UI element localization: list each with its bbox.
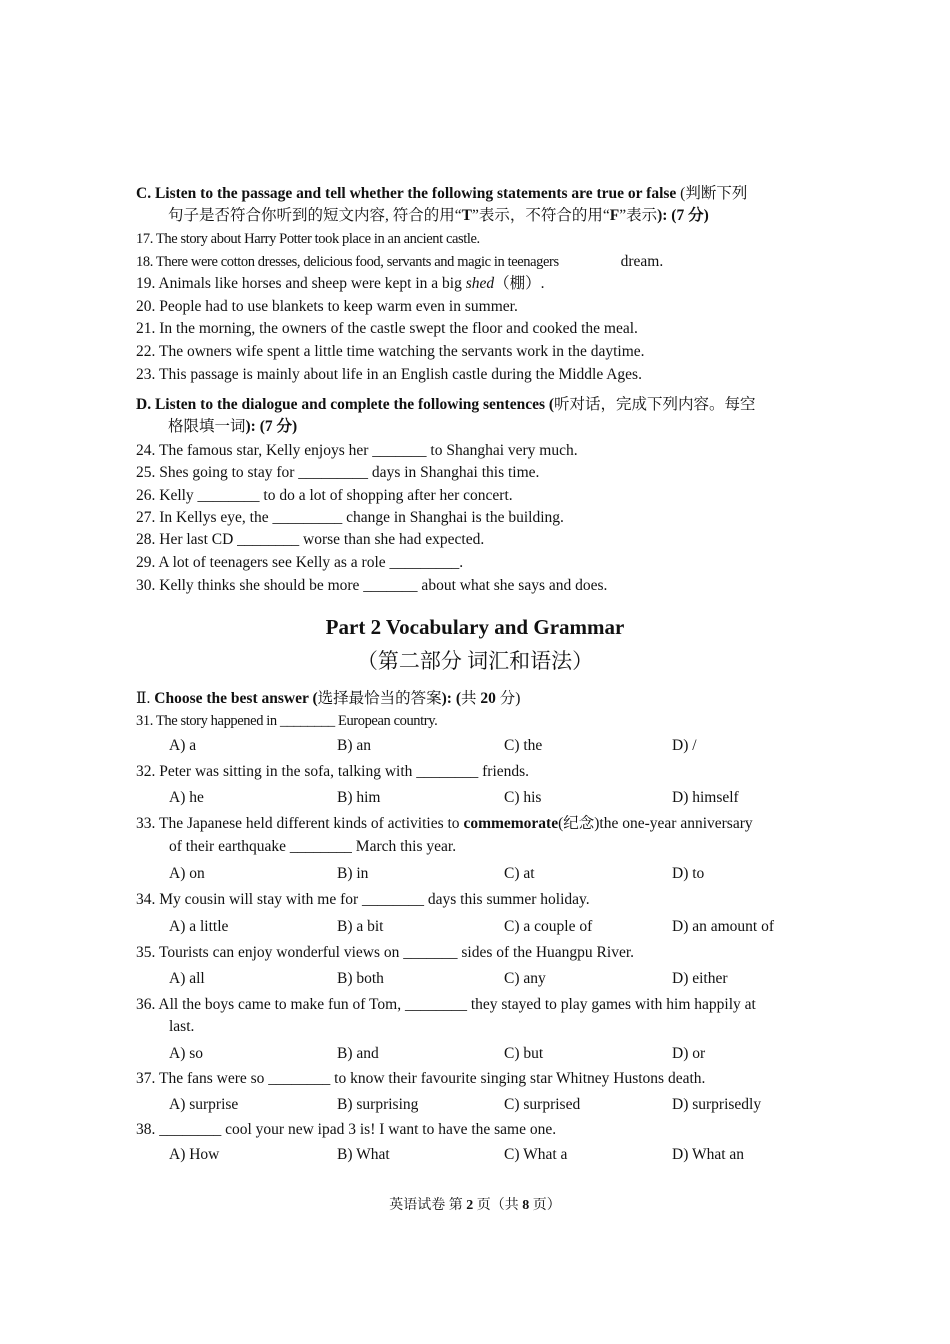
question-text: 24. The famous star, Kelly enjoys her _______ to Shanghai very much. xyxy=(136,442,578,459)
option-d[interactable]: D) himself xyxy=(672,789,739,806)
question-text: s wife spent a little time watching the servants work in the daytime. xyxy=(225,343,645,360)
question-36-cont xyxy=(169,1016,853,1037)
options-32 xyxy=(169,787,849,808)
question-26 xyxy=(136,485,820,506)
option-c[interactable]: C) What a xyxy=(504,1146,568,1163)
section-c-title: C. Listen to the passage and tell whether the following statements are true or false xyxy=(136,185,677,202)
question-30 xyxy=(136,575,820,596)
option-a[interactable]: A) surprise xyxy=(169,1096,239,1113)
option-d[interactable]: D) / xyxy=(672,737,697,754)
question-29 xyxy=(136,552,820,573)
question-24 xyxy=(136,440,820,461)
options-33 xyxy=(169,863,849,884)
option-a[interactable]: A) he xyxy=(169,789,204,806)
question-stem: 38. ________ cool your new ipad 3 is! I want to have the same one. xyxy=(136,1121,557,1138)
section-d-instruction-part: 格限填一词 xyxy=(168,418,246,435)
section-ii-title: Choose the best answer ( xyxy=(150,690,318,707)
section-ii-total-score: 20 xyxy=(480,690,496,707)
option-b[interactable]: B) What xyxy=(337,1146,390,1163)
question-text: 28. Her last CD ________ worse than she had expected. xyxy=(136,531,485,548)
question-35 xyxy=(136,942,820,963)
question-stem: last. xyxy=(169,1018,195,1035)
section-d-score-unit: 分) xyxy=(276,418,298,435)
question-22 xyxy=(136,341,820,363)
question-37 xyxy=(136,1068,820,1090)
question-text: s going to stay for _________ days in Shanghai this time. xyxy=(182,464,540,481)
true-mark: T xyxy=(461,207,472,224)
question-text: 29. A lot of teenagers see Kelly as a role _________. xyxy=(136,554,464,571)
option-a[interactable]: A) on xyxy=(169,865,205,882)
question-text: 26. Kelly ________ to do a lot of shopping after her concert. xyxy=(136,487,513,504)
page-footer xyxy=(0,1196,950,1216)
option-c[interactable]: C) but xyxy=(504,1045,544,1062)
question-stem: 34. My cousin will stay with me for ________ days this summer holiday. xyxy=(136,891,590,908)
section-ii-instruction: 选择最恰当的答案 xyxy=(317,690,442,707)
option-a[interactable]: A) so xyxy=(169,1045,204,1062)
question-text: 20. People had to use blankets to keep warm even in summer. xyxy=(136,298,518,315)
section-c-instruction-part: ”表示，不符合的用“ xyxy=(471,207,610,224)
question-34 xyxy=(136,889,820,910)
option-d[interactable]: D) to xyxy=(672,865,705,882)
option-d[interactable]: D) or xyxy=(672,1045,706,1062)
question-33-cont xyxy=(169,836,853,857)
bold-term: commemorate xyxy=(463,815,559,832)
section-c-heading xyxy=(136,183,820,227)
options-31 xyxy=(169,735,849,756)
question-text: 21. In the morning, the owners of the castle swept the floor and cooked the meal. xyxy=(136,320,638,337)
section-ii-score-unit: 分) xyxy=(495,690,521,707)
option-d[interactable]: D) surprisedly xyxy=(672,1096,762,1113)
question-20 xyxy=(136,296,820,317)
options-34 xyxy=(169,916,849,937)
option-b[interactable]: B) an xyxy=(337,737,372,754)
question-text: 23. This passage is mainly about life in an English castle during the Middle Ages. xyxy=(136,366,642,383)
section-ii-total-label: 共 xyxy=(461,690,481,707)
section-d-instruction: 听对话，完成下列内容。每空 xyxy=(554,396,756,413)
question-text: 27. In Kelly xyxy=(136,509,211,526)
footer-text: 英语试卷 第 xyxy=(389,1198,467,1213)
question-text: s eye, the _________ change in Shanghai is the building. xyxy=(210,509,564,526)
question-33 xyxy=(136,813,820,834)
question-text: （棚）. xyxy=(494,275,545,292)
question-23 xyxy=(136,364,820,385)
options-35 xyxy=(169,968,849,989)
section-c-instruction-cont xyxy=(136,205,820,227)
option-b[interactable]: B) a bit xyxy=(337,918,384,935)
question-25 xyxy=(136,462,820,484)
section-d-score: ): (7 xyxy=(245,418,277,435)
question-text-tail: dream. xyxy=(620,253,664,270)
options-36 xyxy=(169,1043,849,1064)
question-text: 22. The owner xyxy=(136,343,226,360)
question-stem: 36. All the boys came to make fun of Tom, ________ they stayed to play games with him happily at xyxy=(136,996,756,1013)
option-c[interactable]: C) at xyxy=(504,865,535,882)
question-text: 18. There were cotton dresses, delicious food, servants and magic in teenagers xyxy=(136,254,559,270)
question-stem: 32. Peter was sitting in the sofa, talking with ________ friends. xyxy=(136,763,530,780)
section-d-instruction-cont xyxy=(136,416,820,438)
section-d-title: D. Listen to the dialogue and complete the following sentences ( xyxy=(136,396,555,413)
question-31 xyxy=(136,711,820,732)
option-a[interactable]: A) a xyxy=(169,737,197,754)
question-stem: 37. The fans were so ________ to know their favourite singing star Whitney Huston xyxy=(136,1070,659,1087)
question-stem: (纪念)the one-year anniversary xyxy=(558,815,753,832)
options-37 xyxy=(169,1094,849,1115)
question-38 xyxy=(136,1119,820,1140)
option-c[interactable]: C) a couple of xyxy=(504,918,593,935)
option-c[interactable]: C) his xyxy=(504,789,542,806)
section-d-heading xyxy=(136,394,820,438)
section-c-score-unit: 分) xyxy=(688,207,709,224)
question-36 xyxy=(136,994,820,1015)
section-c-instruction-part: 句子是否符合你听到的短文内容, 符合的用“ xyxy=(168,207,462,224)
question-stem: 31. The story happened in ________ European country. xyxy=(136,713,438,729)
option-b[interactable]: B) both xyxy=(337,970,384,987)
italic-term: shed xyxy=(465,275,495,292)
options-38 xyxy=(169,1144,849,1165)
option-d[interactable]: D) What an xyxy=(672,1146,745,1163)
question-27 xyxy=(136,507,820,529)
part-2-title: Part 2 Vocabulary and Grammar xyxy=(325,615,625,639)
question-text: 17. The story about Harry Potter took place in an ancient castle. xyxy=(136,231,480,247)
option-b[interactable]: B) surprising xyxy=(337,1096,419,1113)
option-a[interactable]: A) all xyxy=(169,970,205,987)
section-ii-punct: ): ( xyxy=(441,690,462,707)
section-ii-heading xyxy=(136,688,820,710)
option-b[interactable]: B) in xyxy=(337,865,369,882)
question-stem: of their earthquake ________ March this year. xyxy=(169,838,457,855)
question-21 xyxy=(136,318,820,339)
question-19 xyxy=(136,273,820,294)
question-text: 19. Animals like horses and sheep were kept in a big xyxy=(136,275,466,292)
question-text: 30. Kelly thinks she should be more _______ about what she says and does. xyxy=(136,577,608,594)
section-ii-number: Ⅱ. xyxy=(136,690,151,707)
question-stem: 35. Tourists can enjoy wonderful views on _______ sides of the Huangpu River. xyxy=(136,944,635,961)
question-stem: s death. xyxy=(658,1070,706,1087)
question-text: 25. She xyxy=(136,464,183,481)
question-28 xyxy=(136,529,820,550)
false-mark: F xyxy=(609,207,620,224)
footer-text: 页） xyxy=(529,1198,561,1213)
option-b[interactable]: B) and xyxy=(337,1045,379,1062)
section-c-score: ): (7 xyxy=(657,207,689,224)
question-32 xyxy=(136,761,820,782)
option-a[interactable]: A) a little xyxy=(169,918,229,935)
footer-page-number: 2 xyxy=(466,1198,474,1213)
option-d[interactable]: D) either xyxy=(672,970,728,987)
option-c[interactable]: C) the xyxy=(504,737,543,754)
option-d[interactable]: D) an amount of xyxy=(672,918,775,935)
footer-text: 页（共 xyxy=(473,1198,523,1213)
question-17 xyxy=(136,229,820,250)
part-2-subtitle: （第二部分 词汇和语法） xyxy=(356,649,594,673)
footer-total-pages: 8 xyxy=(522,1198,530,1213)
question-18 xyxy=(136,251,820,273)
option-a[interactable]: A) How xyxy=(169,1146,220,1163)
option-b[interactable]: B) him xyxy=(337,789,381,806)
option-c[interactable]: C) any xyxy=(504,970,546,987)
section-c-instruction-part: ”表示 xyxy=(619,207,658,224)
section-c-instruction: (判断下列 xyxy=(676,185,748,202)
question-stem: 33. The Japanese held different kinds of activities to xyxy=(136,815,464,832)
option-c[interactable]: C) surprised xyxy=(504,1096,581,1113)
